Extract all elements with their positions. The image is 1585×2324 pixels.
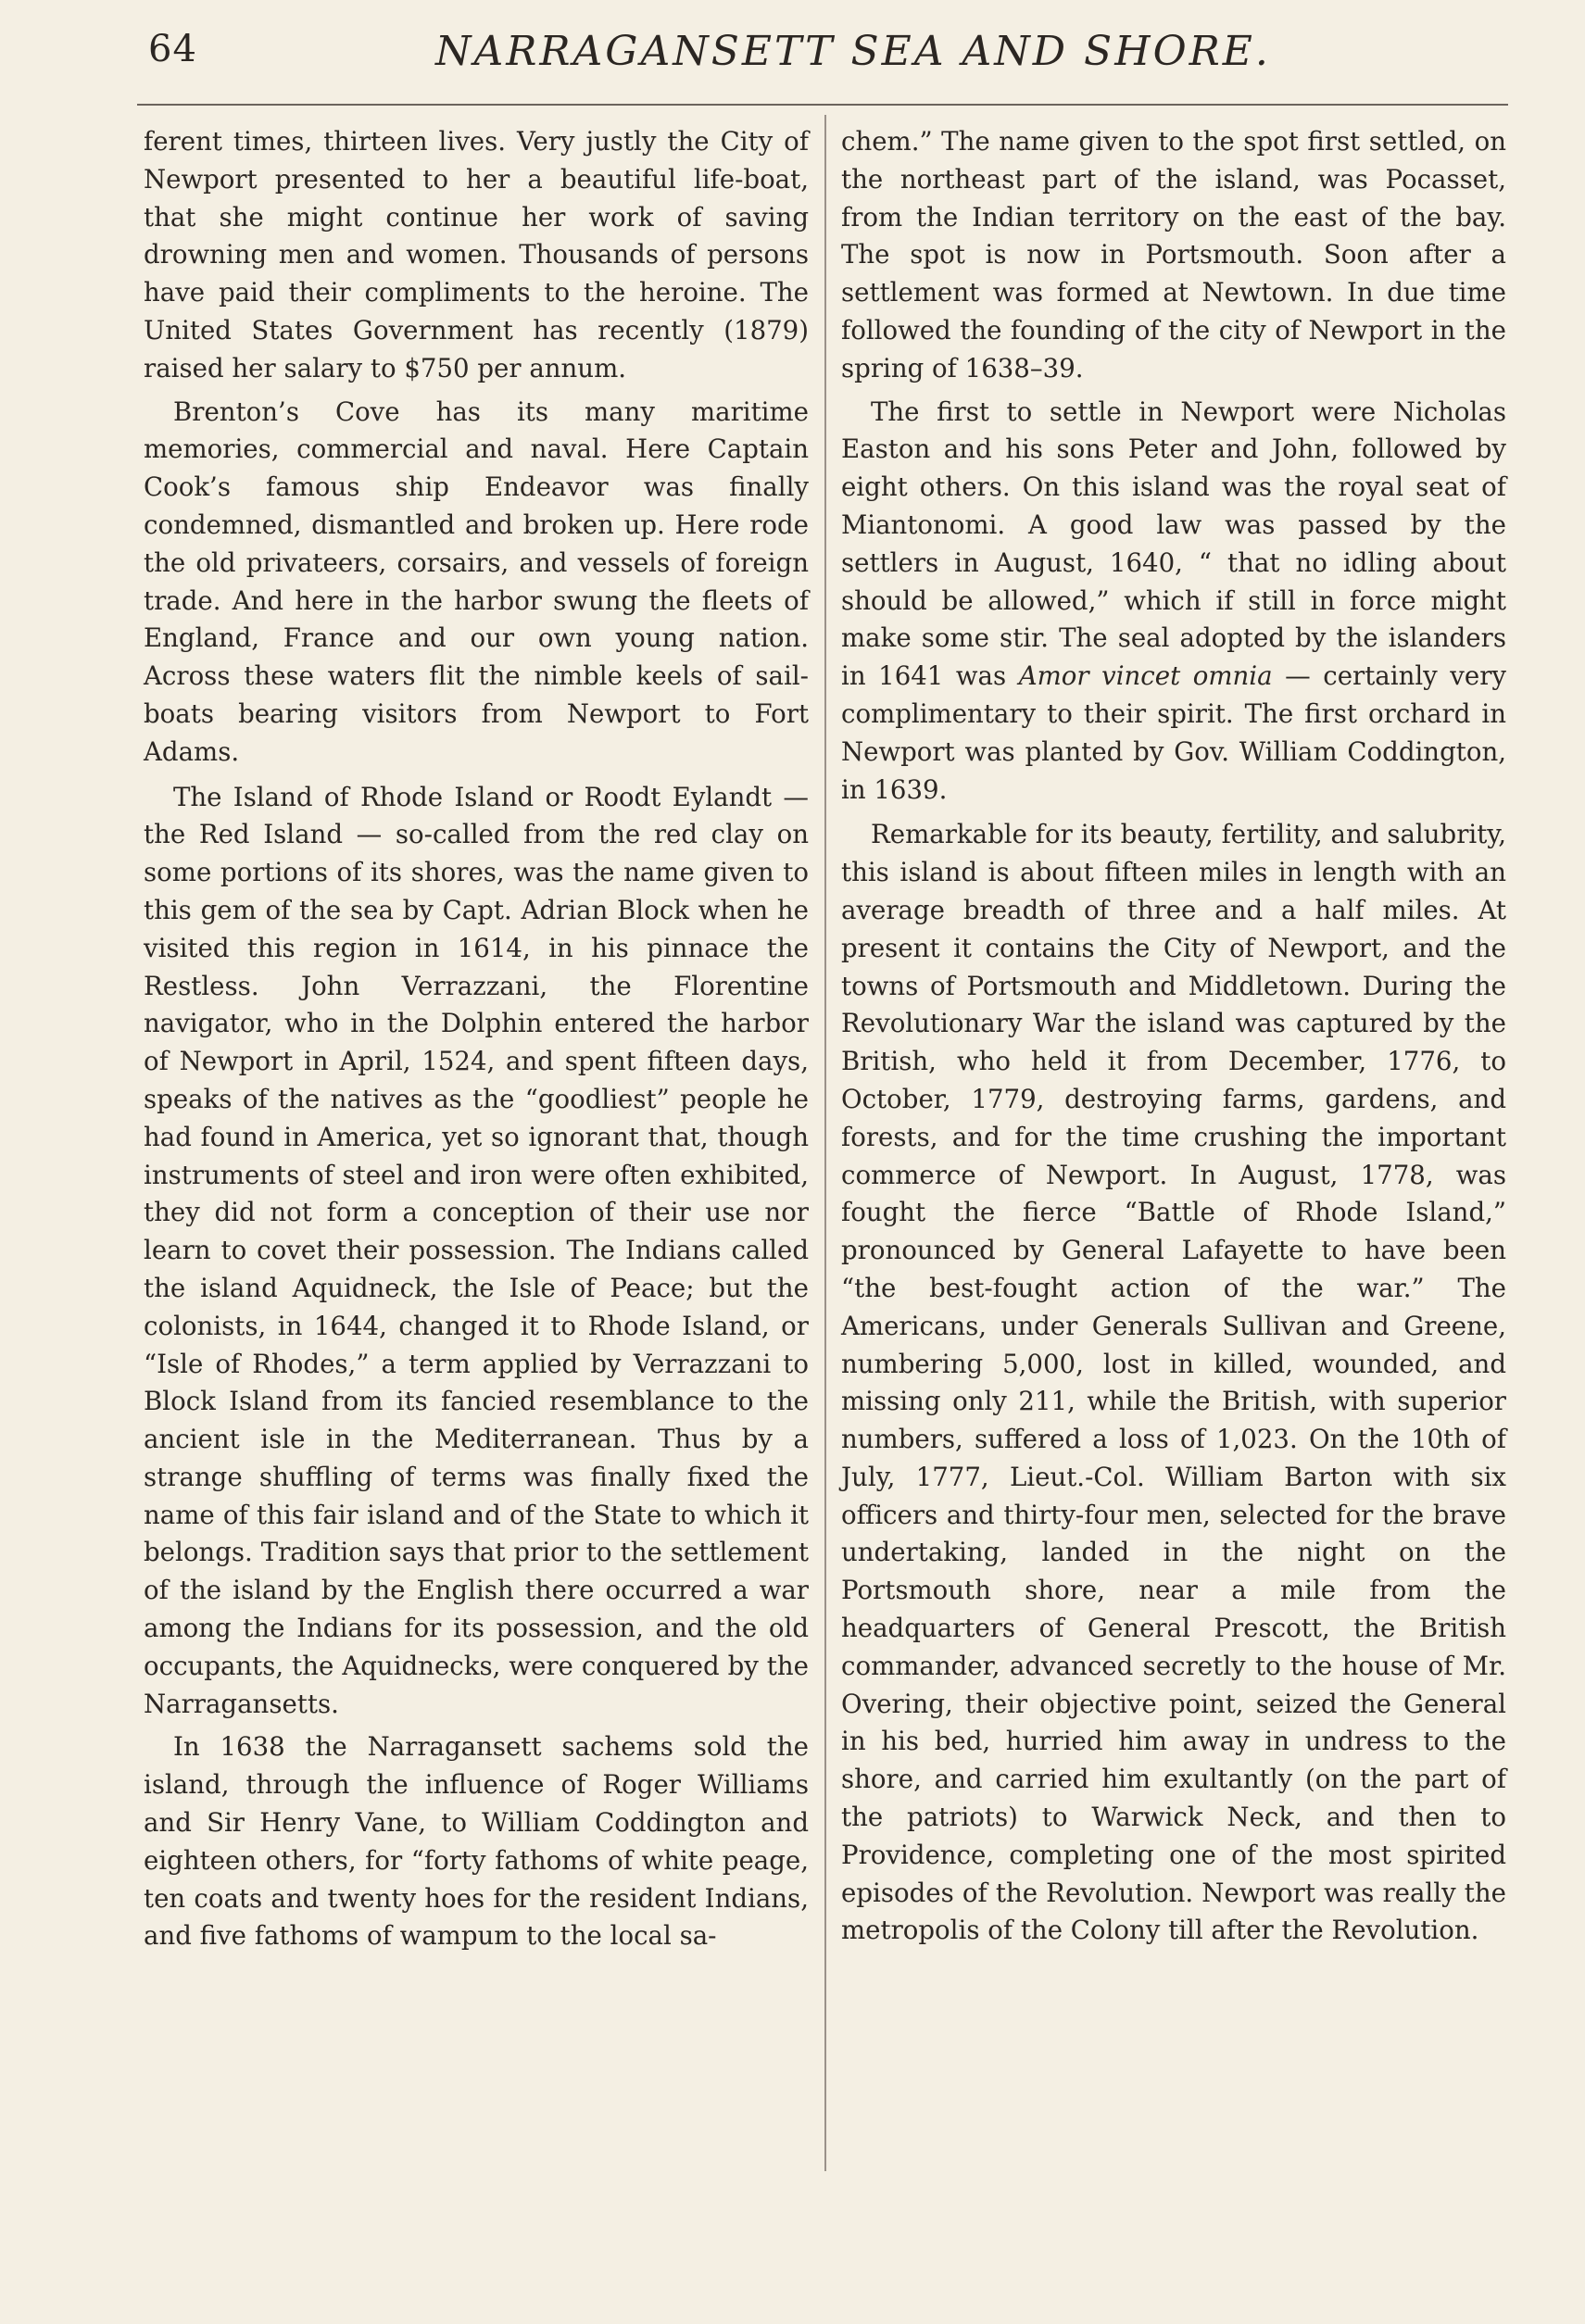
right-column	[841, 123, 1506, 1955]
page-number: 64	[148, 28, 197, 70]
paragraph-purchase-1638: In 1638 the Narragansett sachems sold the island, through the influence of Roger Williams and Sir Henry Vane, to William Coddington and eighteen others, for “forty fathoms of white peage, ten coats and twenty hoes for the resident Indians, and five fathoms of wampum to the local sa-	[144, 1731, 809, 1952]
left-column	[144, 123, 809, 1961]
first-settlers-text-end: — certainly very complimentary to their spirit. The first orchard in Newport was planted by Gov. William Coddington, in 1639.	[841, 660, 1507, 805]
paragraph-island-name: The Island of Rhode Island or Roodt Eylandt — the Red Island — so-called from the red clay on some portions of its shores, was the name given to this gem of the sea by Capt. Adrian Block when he visited this region in 1614, in his pinnace the Restless. John Verrazzani, the Florentine navigator, who in the Dolphin entered the harbor of Newport in April, 1524, and spent fifteen days, speaks of the natives as the “goodliest” people he had found in America, yet so ignorant that, though instruments of steel and iron were often exhibited, they did not form a conception of their use nor learn to covet their possession. The Indians called the island Aquidneck, the Isle of Peace; but the colonists, in 1644, changed it to Rhode Island, or “Isle of Rhodes,” a term applied by Verrazzani to Block Island from its fancied resemblance to the ancient isle in the Mediterranean. Thus by a strange shuffling of terms was finally fixed the name of this fair island and of the State to which it belongs. Tradition says that prior to the settlement of the island by the English there occurred a war among the Indians for its possession, and the old occupants, the Aquidnecks, were conquered by the Narragansetts.	[144, 781, 809, 1719]
paragraph-heroine-continued: ferent times, thirteen lives. Very justly the City of Newport presented to her a beautiful life-boat, that she might continue her work of saving drowning men and women. Thousands of persons have paid their compliments to the heroine. The United States Government has recently (1879) raised her salary to $750 per annum.	[144, 126, 809, 383]
header-rule	[137, 104, 1508, 106]
paragraph-first-settlers	[841, 394, 1506, 810]
paragraph-brentons-cove: Brenton’s Cove has its many maritime memories, commercial and naval. Here Captain Cook’s famous ship Endeavor was finally condemned, dismantled and broken up. Here rode the old privateers, corsairs, and vessels of foreign trade. And here in the harbor swung the fleets of England, France and our own young nation. Across these waters flit the nimble keels of sail-boats bearing visitors from Newport to Fort Adams.	[144, 396, 809, 767]
running-title: NARRAGANSETT SEA AND SHORE.	[435, 28, 1271, 75]
first-settlers-text: The first to settle in Newport were Nicholas Easton and his sons Peter and John, followed by eight others. On this island was the royal seat of Miantonomi. A good law was passed by the settlers in August, 1640, “ that no idling about should be allowed,” which if still in force might make some stir. The seal adopted by the islanders in 1641 was	[841, 396, 1506, 692]
paragraph-island-description: Remarkable for its beauty, fertility, and salubrity, this island is about fifteen miles in length with an average breadth of three and a half miles. At present it contains the City of Newport, and the towns of Portsmouth and Middletown. During the Revolutionary War the island was captured by the British, who held it from December, 1776, to October, 1779, destroying farms, gardens, and forests, and for the time crushing the important commerce of Newport. In August, 1778, was fought the fierce “Battle of Rhode Island,” pronounced by General Lafayette to have been “the best-fought action of the war.” The Americans, under Generals Sullivan and Greene, numbering 5,000, lost in killed, wounded, and missing only 211, while the British, with superior numbers, suffered a loss of 1,023. On the 10th of July, 1777, Lieut.-Col. William Barton with six officers and thirty-four men, selected for the brave undertaking, landed in the night on the Portsmouth shore, near a mile from the headquarters of General Prescott, the British commander, advanced secretly to the house of Mr. Overing, their objective point, seized the General in his bed, hurried him away in undress to the shore, and carried him exultantly (on the part of the patriots) to Warwick Neck, and then to Providence, completing one of the most spirited episodes of the Revolution. Newport was really the metropolis of the Colony till after the Revolution.	[841, 819, 1506, 1946]
seal-motto: Amor vincet omnia	[1018, 660, 1273, 692]
paragraph-pocasset: chem.” The name given to the spot first settled, on the northeast part of the island, was Pocasset, from the Indian territory on the east of the bay. The spot is now in Portsmouth. Soon after a settlement was formed at Newtown. In due time followed the founding of the city of Newport in the spring of 1638–39.	[841, 126, 1506, 383]
column-divider	[824, 115, 826, 2171]
